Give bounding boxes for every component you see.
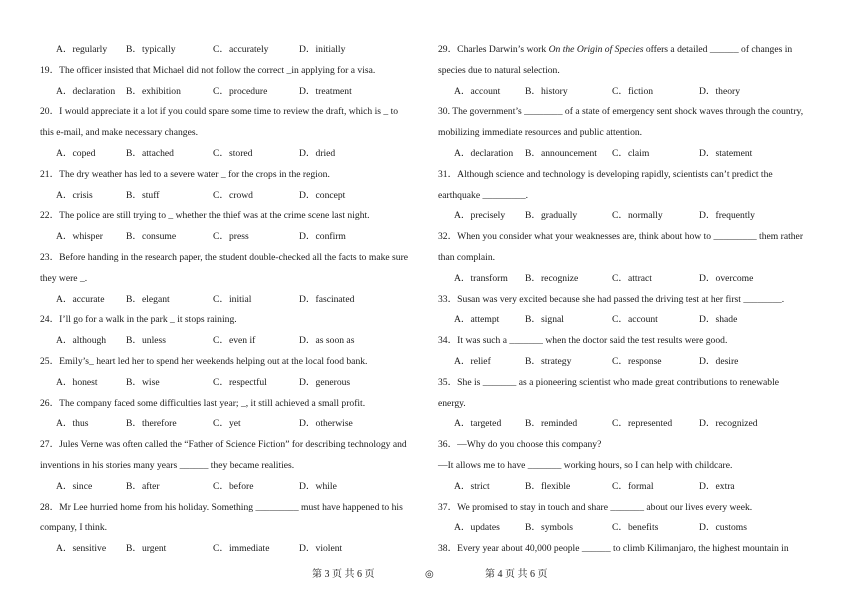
answer-options-row: [40, 373, 425, 394]
answer-option: C．immediate: [213, 543, 270, 555]
answer-option: A．although: [56, 335, 107, 347]
answer-options-row: [40, 82, 425, 103]
answer-option: C．response: [612, 355, 662, 367]
answer-option: D．desire: [699, 355, 739, 367]
answer-options-row: [438, 82, 823, 103]
question-text-line: 19．The officer insisted that Michael did not follow the correct _in applying for a visa.: [40, 64, 376, 76]
answer-option: C．formal: [612, 480, 654, 492]
answer-option: A．regularly: [56, 44, 108, 55]
question-text-line: 27．Jules Verne was often called the “Father of Science Fiction” for describing technology and: [40, 439, 407, 451]
answer-options-row: [438, 477, 823, 498]
answer-option: B．reminded: [525, 418, 578, 430]
answer-option: C．crowd: [213, 189, 253, 201]
question-text-line: 32．When you consider what your weaknesses are, think about how to _________ them rather: [438, 231, 804, 243]
answer-option: D．while: [299, 480, 337, 492]
answer-option: A．attempt: [454, 314, 500, 326]
question-text-line: 25．Emily’s_ heart led her to spend her weekends helping out at the local food bank.: [40, 355, 368, 367]
question-text-line: 31．Although science and technology is developing rapidly, scientists can’t predict the: [438, 168, 773, 180]
answer-option: C．claim: [612, 147, 650, 159]
question-text-line: 26．The company faced some difficulties last year; _, it still achieved a small profit.: [40, 397, 366, 409]
answer-option: B．wise: [126, 376, 160, 388]
answer-option: D．otherwise: [299, 418, 353, 430]
answer-option: A．sensitive: [56, 543, 107, 555]
answer-option: B．announcement: [525, 147, 597, 159]
page-number-left: 第 3 页 共 6 页: [312, 569, 375, 580]
answer-option: D．generous: [299, 376, 351, 388]
answer-options-row: [438, 206, 823, 227]
question-text-line: inventions in his stories many years ______ they became realities.: [40, 459, 295, 471]
answer-option: C．fiction: [612, 85, 654, 97]
question-text-line: 38．Every year about 40,000 people ______ to climb Kilimanjaro, the highest mountain in: [438, 543, 789, 555]
answer-option: A．crisis: [56, 189, 93, 201]
answer-options-row: [40, 331, 425, 352]
question-text-line: 29．Charles Darwin’s work On the Origin of Species offers a detailed ______ of changes in: [438, 44, 793, 55]
answer-option: B．symbols: [525, 522, 573, 534]
answer-option: C．before: [213, 480, 254, 492]
answer-option: C．represented: [612, 418, 673, 430]
question-text-line: species due to natural selection.: [438, 64, 560, 76]
question-text-line: 22．The police are still trying to _ whether the thief was at the crime scene last night.: [40, 210, 370, 222]
center-mark-icon: ◎: [425, 569, 434, 580]
answer-option: A．targeted: [454, 418, 502, 430]
answer-options-row: [438, 269, 823, 290]
answer-option: A．account: [454, 85, 501, 97]
answer-option: B．urgent: [126, 543, 167, 555]
answer-option: D．dried: [299, 147, 336, 159]
question-text-line: 24．I’ll go for a walk in the park _ it stops raining.: [40, 314, 237, 326]
answer-option: B．therefore: [126, 418, 177, 430]
answer-option: D．extra: [699, 480, 735, 492]
answer-options-row: [438, 414, 823, 435]
question-text-line: mobilizing immediate resources and public attention.: [438, 127, 643, 139]
answer-option: D．frequently: [699, 210, 755, 222]
question-text-line: —It allows me to have _______ working hours, so I can help with childcare.: [438, 459, 733, 471]
answer-option: D．theory: [699, 85, 741, 97]
question-text-line: 28．Mr Lee hurried home from his holiday. Something _________ must have happened to his: [40, 501, 403, 513]
answer-options-row: [40, 144, 425, 165]
answer-option: D．overcome: [699, 272, 754, 284]
question-text-line: energy.: [438, 397, 466, 409]
question-text-line: they were _.: [40, 272, 88, 284]
answer-option: D．confirm: [299, 231, 346, 243]
answer-option: A．coped: [56, 147, 96, 159]
answer-option: A．declaration: [56, 85, 116, 97]
answer-option: D．treatment: [299, 85, 352, 97]
book-title: On the Origin of Species: [548, 44, 644, 55]
left-column: [40, 40, 425, 560]
answer-option: B．elegant: [126, 293, 170, 305]
answer-option: B．signal: [525, 314, 564, 326]
answer-option: B．strategy: [525, 355, 572, 367]
answer-option: D．shade: [699, 314, 738, 326]
answer-options-row: [40, 290, 425, 311]
answer-option: A．thus: [56, 418, 89, 430]
answer-option: C．accurately: [213, 44, 269, 55]
answer-option: A．relief: [454, 355, 491, 367]
answer-option: B．recognize: [525, 272, 579, 284]
answer-options-row: [438, 310, 823, 331]
answer-option: A．accurate: [56, 293, 105, 305]
answer-option: A．declaration: [454, 147, 514, 159]
question-text-line: this e-mail, and make necessary changes.: [40, 127, 198, 139]
answer-option: A．whisper: [56, 231, 103, 243]
page-number-right: 第 4 页 共 6 页: [485, 569, 548, 580]
answer-option: C．respectful: [213, 376, 267, 388]
question-text-line: 23．Before handing in the research paper, the student double-checked all the facts to make sure: [40, 251, 409, 263]
answer-option: D．as soon as: [299, 335, 355, 347]
answer-option: A．strict: [454, 480, 490, 492]
answer-options-row: [438, 518, 823, 539]
answer-option: B．after: [126, 480, 160, 492]
answer-options-row: [438, 352, 823, 373]
answer-option: C．press: [213, 231, 249, 243]
answer-option: D．fascinated: [299, 293, 355, 305]
answer-option: B．exhibition: [126, 85, 181, 97]
answer-option: A．precisely: [454, 210, 506, 222]
answer-option: C．account: [612, 314, 658, 326]
answer-option: C．stored: [213, 147, 253, 159]
question-text-line: 34．It was such a _______ when the doctor said the test results were good.: [438, 335, 728, 347]
answer-options-row: [40, 539, 425, 560]
answer-option: D．statement: [699, 147, 753, 159]
question-text-line: 21．The dry weather has led to a severe water _ for the crops in the region.: [40, 168, 330, 180]
question-text-line: 30. The government’s ________ of a state of emergency sent shock waves through the country,: [438, 106, 804, 118]
answer-option: B．consume: [126, 231, 177, 243]
answer-option: D．concept: [299, 189, 346, 201]
question-text-line: earthquake _________.: [438, 189, 529, 201]
answer-options-row: [40, 40, 425, 61]
answer-options-row: [40, 227, 425, 248]
answer-options-row: [40, 477, 425, 498]
answer-option: C．even if: [213, 335, 256, 347]
answer-option: B．flexible: [525, 480, 571, 492]
question-text-line: than complain.: [438, 251, 496, 263]
answer-option: D．violent: [299, 543, 343, 555]
question-text-line: 33．Susan was very excited because she had passed the driving test at her first ________.: [438, 293, 785, 305]
question-text-line: company, I think.: [40, 522, 108, 534]
answer-option: A．since: [56, 480, 93, 492]
question-text-line: 37．We promised to stay in touch and share _______ about our lives every week.: [438, 501, 753, 513]
answer-option: D．customs: [699, 522, 747, 534]
answer-option: C．yet: [213, 418, 241, 430]
answer-options-row: [438, 144, 823, 165]
answer-option: A．transform: [454, 272, 508, 284]
question-text-line: 20．I would appreciate it a lot if you could spare some time to review the draft, which is _ to: [40, 106, 399, 118]
answer-option: B．unless: [126, 335, 166, 347]
answer-options-row: [40, 186, 425, 207]
right-column: [438, 40, 823, 560]
answer-option: B．gradually: [525, 210, 578, 222]
answer-option: B．stuff: [126, 189, 160, 201]
answer-option: B．typically: [126, 44, 176, 55]
answer-option: C．procedure: [213, 85, 268, 97]
answer-option: D．initially: [299, 44, 346, 55]
answer-option: D．recognized: [699, 418, 758, 430]
answer-option: A．honest: [56, 376, 98, 388]
answer-option: C．attract: [612, 272, 652, 284]
answer-option: C．initial: [213, 293, 252, 305]
answer-option: B．history: [525, 85, 568, 97]
question-text-line: 36．—Why do you choose this company?: [438, 439, 602, 451]
answer-options-row: [40, 414, 425, 435]
answer-option: A．updates: [454, 522, 500, 534]
answer-option: B．attached: [126, 147, 174, 159]
question-text-line: 35．She is _______ as a pioneering scientist who made great contributions to renewable: [438, 376, 780, 388]
answer-option: C．normally: [612, 210, 663, 222]
answer-option: C．benefits: [612, 522, 659, 534]
